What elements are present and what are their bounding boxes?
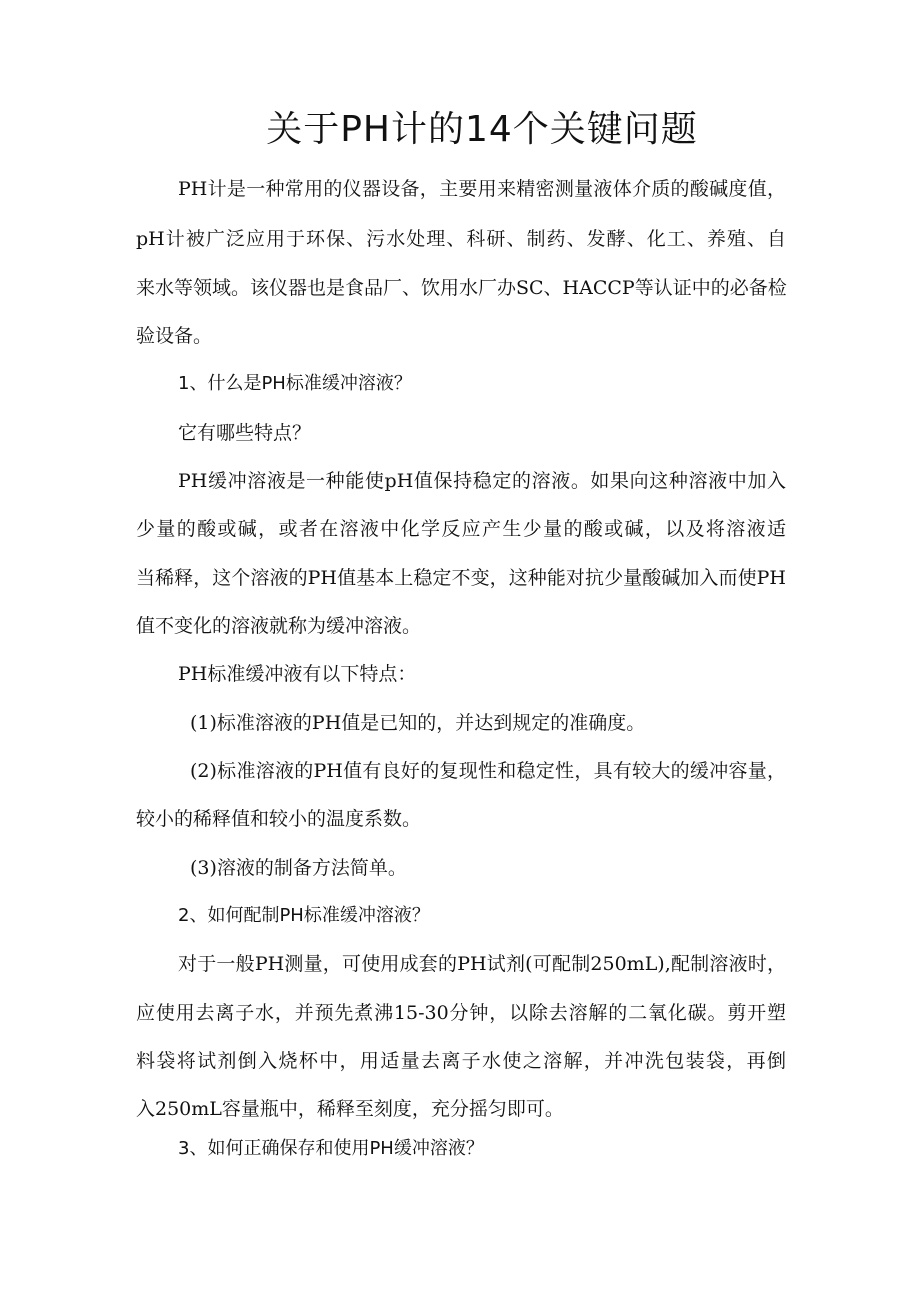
- paragraph-line: 来水等领域。该仪器也是食品厂、饮用水厂办SC、HACCP等认证中的必备检: [136, 277, 787, 299]
- paragraph-line: PH计是一种常用的仪器设备，主要用来精密测量液体介质的酸碱度值，: [178, 178, 786, 200]
- section-heading: 3、如何正确保存和使用PH缓冲溶液？: [178, 1138, 484, 1159]
- paragraph-line: 值不变化的溶液就称为缓冲溶液。: [136, 615, 422, 637]
- paragraph-line: 它有哪些特点？: [178, 422, 312, 444]
- list-item: (2)标准溶液的PH值有良好的复现性和稳定性，具有较大的缓冲容量，: [190, 760, 786, 782]
- paragraph-line: 对于一般PH测量，可使用成套的PH试剂(可配制250mL),配制溶液时，: [178, 953, 786, 975]
- paragraph-line: 入250mL容量瓶中，稀释至刻度，充分摇匀即可。: [136, 1098, 564, 1120]
- section-heading: 1、什么是PH标准缓冲溶液？: [178, 373, 412, 394]
- list-item: (1)标准溶液的PH值是已知的，并达到规定的准确度。: [190, 712, 646, 734]
- paragraph-line: 少量的酸或碱，或者在溶液中化学反应产生少量的酸或碱，以及将溶液适: [136, 518, 786, 540]
- paragraph-line: 当稀释，这个溶液的PH值基本上稳定不变，这种能对抗少量酸碱加入而使PH: [136, 567, 786, 589]
- paragraph-line: 应使用去离子水，并预先煮沸15-30分钟，以除去溶解的二氧化碳。剪开塑: [136, 1002, 786, 1024]
- paragraph-line: 较小的稀释值和较小的温度系数。: [136, 808, 422, 830]
- paragraph-line: PH标准缓冲液有以下特点：: [178, 663, 417, 685]
- paragraph-line: pH计被广泛应用于环保、污水处理、科研、制药、发酵、化工、养殖、自: [136, 228, 786, 250]
- list-item: (3)溶液的制备方法简单。: [190, 857, 407, 879]
- paragraph-line: 料袋将试剂倒入烧杯中，用适量去离子水使之溶解，并冲洗包装袋，再倒: [136, 1050, 786, 1072]
- paragraph-line: PH缓冲溶液是一种能使pH值保持稳定的溶液。如果向这种溶液中加入: [178, 470, 786, 492]
- section-heading: 2、如何配制PH标准缓冲溶液？: [178, 905, 430, 926]
- paragraph-line: 验设备。: [136, 325, 213, 347]
- document-title: 关于PH计的14个关键问题: [266, 109, 698, 150]
